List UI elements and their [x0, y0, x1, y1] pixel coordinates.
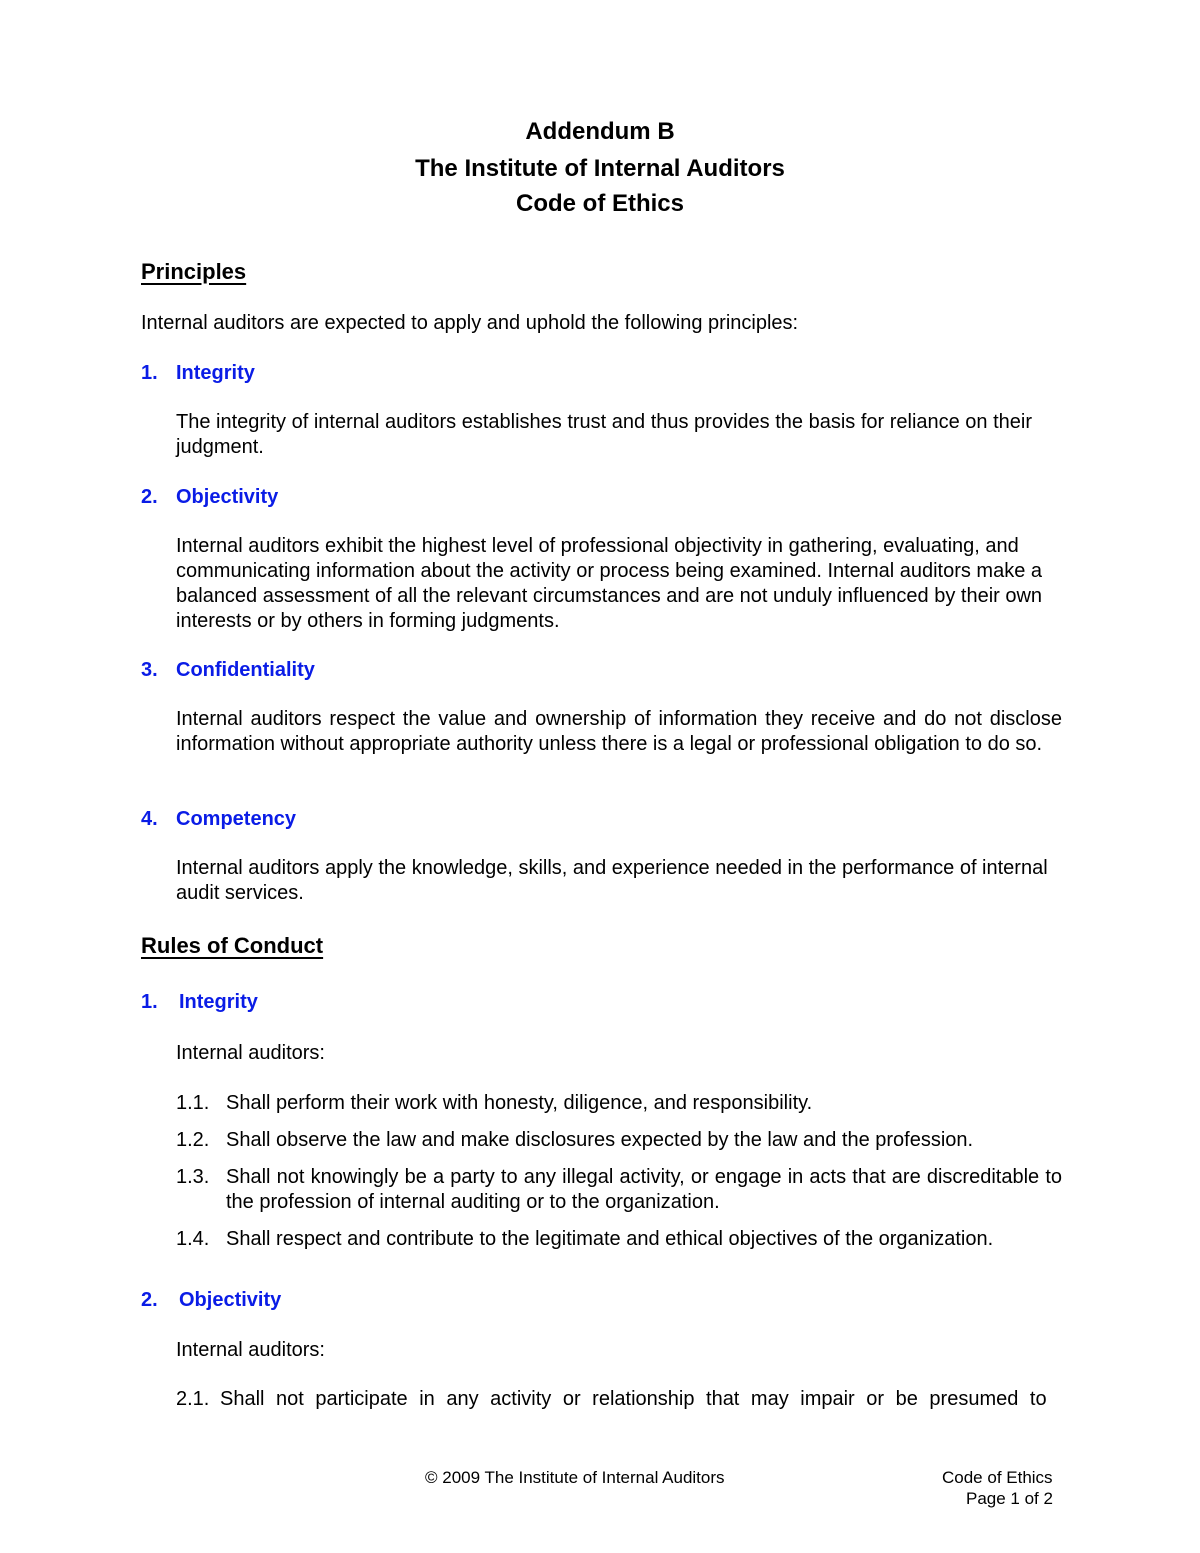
- footer-copyright: © 2009 The Institute of Internal Auditors: [425, 1468, 725, 1487]
- footer-doc-title: Code of Ethics: [942, 1468, 1053, 1487]
- rule-item: [176, 1227, 1062, 1252]
- principle-number: 2.: [141, 486, 158, 508]
- rule-item: [176, 1128, 1062, 1153]
- rule-number: 2.: [141, 1289, 158, 1311]
- rule-item-text: Shall not participate in any activity or relationship that may impair or be presumed to: [220, 1388, 1047, 1410]
- document-title-institute: The Institute of Internal Auditors: [415, 155, 785, 182]
- principle-title: Integrity: [176, 362, 255, 384]
- rule-item-number: 1.3.: [176, 1166, 210, 1188]
- rule-item: [176, 1091, 1062, 1116]
- principles-intro: Internal auditors are expected to apply and uphold the following principles:: [141, 312, 799, 334]
- rule-heading-integrity: [141, 990, 258, 1015]
- principle-title: Competency: [176, 808, 297, 830]
- rule-heading-objectivity: [141, 1288, 281, 1313]
- principle-text-confidentiality: Internal auditors respect the value and ownership of information they receive and do not disclose information without appropriate authority unless there is a legal or professional obligation to do so.: [176, 708, 1062, 755]
- principle-heading-integrity: [141, 361, 255, 386]
- principle-number: 4.: [141, 808, 158, 830]
- rule-item-number: 1.4.: [176, 1228, 210, 1250]
- rule-item-text: Shall perform their work with honesty, diligence, and responsibility.: [226, 1092, 813, 1114]
- footer-page-number: Page 1 of 2: [966, 1489, 1053, 1508]
- rule-item-number: 2.1.: [176, 1388, 210, 1410]
- principle-number: 3.: [141, 659, 158, 681]
- rule-number: 1.: [141, 991, 158, 1013]
- rule-item-text: Shall not knowingly be a party to any illegal activity, or engage in acts that are discreditable to the profession of internal auditing or to the organization.: [226, 1166, 1062, 1213]
- rule-item-text: Shall observe the law and make disclosures expected by the law and the profession.: [226, 1129, 974, 1151]
- rule-item-number: 1.1.: [176, 1092, 210, 1114]
- document-title-addendum: Addendum B: [525, 118, 675, 145]
- principles-heading: Principles: [141, 259, 247, 284]
- rule-item-text: Shall respect and contribute to the legitimate and ethical objectives of the organization.: [226, 1228, 994, 1250]
- principle-heading-competency: [141, 807, 296, 832]
- principle-heading-objectivity: [141, 485, 278, 510]
- rule-item: [176, 1165, 1062, 1215]
- rule-lead: Internal auditors:: [176, 1042, 325, 1064]
- principle-heading-confidentiality: [141, 658, 315, 683]
- principle-text-competency: Internal auditors apply the knowledge, skills, and experience needed in the performance of internal audit services.: [176, 857, 1048, 904]
- rule-item: [176, 1387, 1062, 1412]
- rule-item-number: 1.2.: [176, 1129, 210, 1151]
- rules-heading: Rules of Conduct: [141, 933, 324, 958]
- document-title-code: Code of Ethics: [515, 190, 684, 217]
- principle-text-objectivity: Internal auditors exhibit the highest level of professional objectivity in gathering, evaluating, and communicating information about the activity or process being examined. Internal auditors make a balanced assessment of all the relevant circumstances and are not unduly influenced by their own interests or by others in forming judgments.: [176, 535, 1043, 632]
- principle-title: Objectivity: [176, 486, 279, 508]
- rule-title: Integrity: [179, 991, 258, 1013]
- principle-title: Confidentiality: [176, 659, 315, 681]
- rule-title: Objectivity: [179, 1289, 282, 1311]
- principle-number: 1.: [141, 362, 158, 384]
- principle-text-integrity: The integrity of internal auditors establishes trust and thus provides the basis for reliance on their judgment.: [176, 411, 1033, 458]
- rule-lead: Internal auditors:: [176, 1339, 325, 1361]
